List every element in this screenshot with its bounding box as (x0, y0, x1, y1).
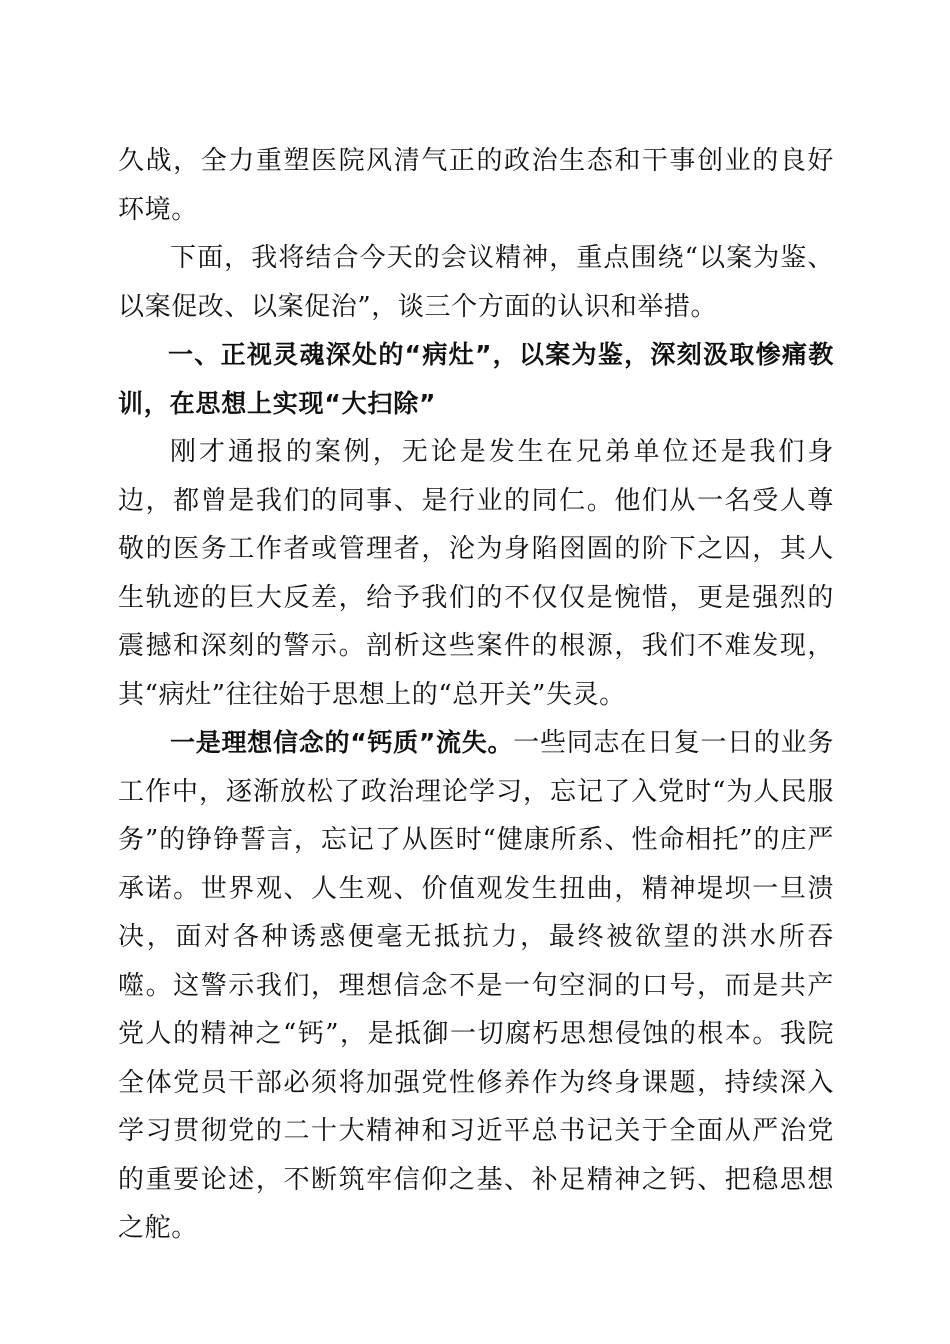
paragraph-body-text: 一些同志在日复一日的业务工作中，逐渐放松了政治理论学习，忘记了入党时“为人民服务”的铮铮誓言，忘记了从医时“健康所系、性命相托”的庄严承诺。世界观、人生观、价值观发生扭曲，精神堤坝一旦溃决，面对各种诱惑便毫无抵抗力，最终被欲望的洪水所吞噬。这警示我们，理想信念不是一句空洞的口号，而是共产党人的精神之“钙”，是抵御一切腐朽思想侵蚀的根本。我院全体党员干部必须将加强党性修养作为终身课题，持续深入学习贯彻党的二十大精神和习近平总书记关于全面从严治党的重要论述，不断筑牢信仰之基、补足精神之钙、把稳思想之舵。 (118, 728, 835, 1243)
document-body (118, 137, 834, 1253)
paragraph-cases: 刚才通报的案例，无论是发生在兄弟单位还是我们身边，都曾是我们的同事、是行业的同仁。他们从一名受人尊敬的医务工作者或管理者，沦为身陷囹圄的阶下之囚，其人生轨迹的巨大反差，给予我们的不仅仅是惋惜，更是强烈的震撼和深刻的警示。剖析这些案件的根源，我们不难发现，其“病灶”往往始于思想上的“总开关”失灵。 (118, 437, 834, 710)
paragraph-continuation: 久战，全力重塑医院风清气正的政治生态和干事创业的良好环境。 (118, 146, 834, 225)
paragraph-lead-text: 一是理想信念的“钙质”流失。 (170, 728, 514, 757)
paragraph-intro: 下面，我将结合今天的会议精神，重点围绕“以案为鉴、以案促改、以案促治”，谈三个方面的认识和举措。 (118, 243, 834, 322)
section-heading-1: 一、正视灵魂深处的“病灶”，以案为鉴，深刻汲取惨痛教训，在思想上实现“大扫除” (118, 340, 834, 418)
paragraph-ideals (118, 719, 834, 1253)
